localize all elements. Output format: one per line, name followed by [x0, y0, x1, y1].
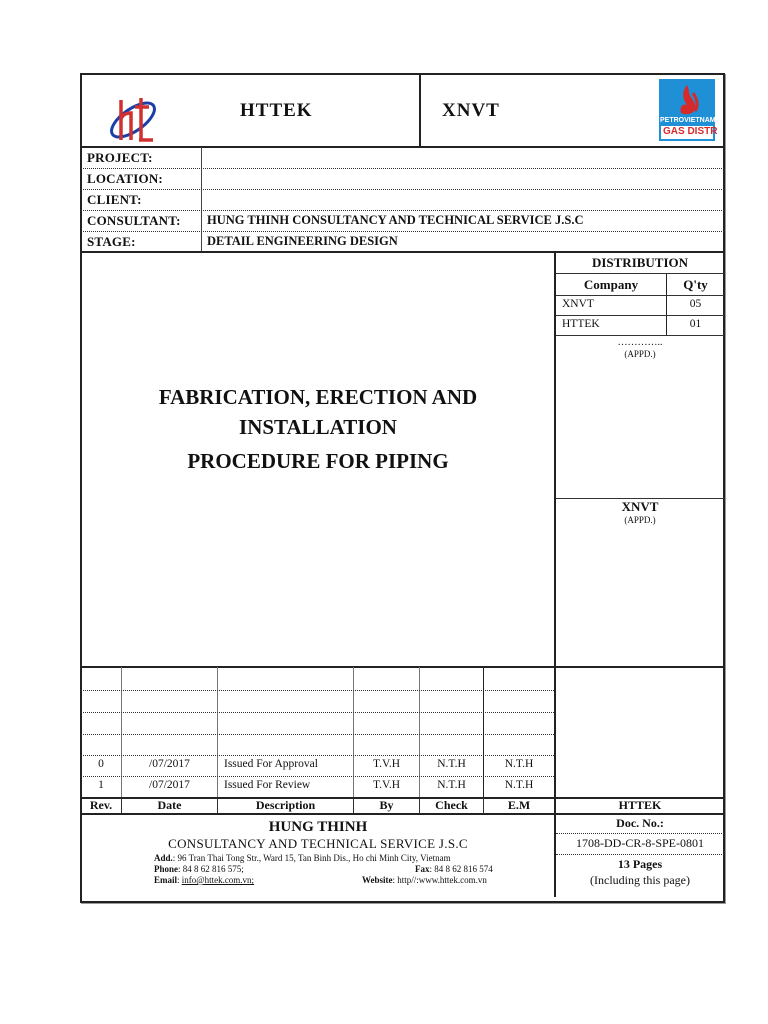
header-bottom-border	[80, 146, 725, 148]
rev-row-divider	[81, 690, 554, 691]
distribution-qty: 05	[689, 298, 702, 310]
page-count: 13 Pages	[617, 857, 663, 871]
doc-no-label: Doc. No.:	[616, 816, 664, 830]
approval2-note: (APPD.)	[624, 515, 656, 525]
address-label: Add.	[154, 853, 173, 863]
info-row-divider	[81, 231, 724, 232]
info-label-divider	[201, 147, 202, 252]
rev-col-divider	[419, 667, 420, 797]
rev-row-divider	[81, 734, 554, 735]
rev-check: N.T.H	[437, 758, 466, 770]
rev-row-divider	[81, 776, 554, 777]
location-label: LOCATION:	[87, 171, 163, 186]
revision-top-border	[80, 666, 725, 668]
project-label: PROJECT:	[87, 150, 153, 165]
page-count-note: (Including this page)	[590, 873, 690, 887]
left-company-name: HTTEK	[240, 100, 313, 121]
stage-value: DETAIL ENGINEERING DESIGN	[207, 234, 398, 248]
fax-value: : 84 8 62 816 574	[429, 864, 493, 874]
consultant-label: CONSULTANT:	[87, 213, 181, 228]
doc-info-divider	[556, 854, 724, 855]
info-bottom-border	[80, 251, 725, 253]
approval1-note: (APPD.)	[624, 349, 656, 359]
approval2-name: XNVT	[621, 499, 659, 514]
rev-by: T.V.H	[372, 758, 401, 770]
rev-row-divider	[81, 755, 554, 756]
rev-em: N.T.H	[504, 779, 534, 791]
footer-website	[362, 875, 487, 885]
email-separator: :	[177, 875, 182, 885]
rev-col-divider	[353, 667, 354, 797]
phone-label: Phone	[154, 864, 179, 874]
header-divider	[419, 73, 421, 147]
distribution-qty: 01	[689, 318, 702, 330]
distribution-qty-header: Q'ty	[683, 277, 708, 292]
footer-fax	[415, 864, 493, 874]
rev-check: N.T.H	[437, 779, 466, 791]
rev-col-divider	[217, 667, 218, 797]
footer-top-border	[80, 813, 725, 815]
stage-label: STAGE:	[87, 234, 136, 249]
rev-header-by: By	[379, 798, 394, 812]
client-label: CLIENT:	[87, 192, 142, 207]
phone-value: : 84 8 62 816 575;	[178, 864, 244, 874]
consultant-value: HUNG THINH CONSULTANCY AND TECHNICAL SERVICE J.S.C	[207, 213, 584, 227]
distribution-divider	[556, 273, 724, 274]
document-title-line3: PROCEDURE FOR PIPING	[187, 449, 449, 473]
footer-company-line1: HUNG THINH	[268, 819, 368, 835]
rev-description: Issued For Review	[224, 779, 311, 791]
website-label: Website	[362, 875, 393, 885]
rev-header-em: E.M	[507, 798, 531, 812]
distribution-divider	[556, 295, 724, 296]
rev-date: /07/2017	[149, 779, 190, 791]
rev-col-divider	[121, 667, 122, 797]
distribution-divider	[556, 335, 724, 336]
footer-address	[154, 853, 451, 863]
distribution-company: XNVT	[562, 298, 594, 310]
petrovietnam-text: PETROVIETNAM	[660, 117, 716, 124]
distribution-divider	[556, 315, 724, 316]
rev-header-rev: Rev.	[89, 798, 113, 812]
rev-number: 1	[98, 779, 104, 791]
rev-header-date: Date	[157, 798, 182, 812]
rev-em: N.T.H	[504, 758, 534, 770]
petrovietnam-gas-logo-icon	[659, 79, 718, 141]
distribution-title: DISTRIBUTION	[591, 255, 689, 270]
info-row-divider	[81, 189, 724, 190]
footer-email	[154, 875, 254, 885]
website-value[interactable]: : http//:www.httek.com.vn	[392, 875, 487, 885]
rev-header-check: Check	[435, 798, 468, 812]
rev-date: /07/2017	[149, 758, 190, 770]
httek-logo-icon	[103, 95, 161, 147]
email-link[interactable]: info@httek.com.vn;	[181, 875, 255, 885]
rev-description: Issued For Approval	[224, 758, 318, 770]
document-title-line2: INSTALLATION	[239, 415, 397, 439]
address-value: : 96 Tran Thai Tong Str., Ward 15, Tan Binh Dis., Ho chi Minh City, Vietnam	[172, 853, 451, 863]
email-label: Email	[154, 875, 178, 885]
rev-number: 0	[98, 758, 104, 770]
rev-by: T.V.H	[372, 779, 401, 791]
right-company-name: XNVT	[442, 100, 500, 121]
footer-phone	[154, 864, 244, 874]
rev-header-description: Description	[255, 798, 316, 812]
info-row-divider	[81, 168, 724, 169]
rev-row-divider	[81, 712, 554, 713]
doc-no-value: 1708-DD-CR-8-SPE-0801	[576, 836, 704, 850]
rev-col-divider	[483, 667, 484, 797]
info-row-divider	[81, 210, 724, 211]
doc-info-divider	[556, 833, 724, 834]
fax-label: Fax	[415, 864, 430, 874]
distribution-company: HTTEK	[562, 318, 600, 330]
gas-distr-text: GAS DISTR	[663, 126, 718, 137]
footer-company-line2: CONSULTANCY AND TECHNICAL SERVICE J.S.C	[168, 836, 468, 851]
approval1-name: …………..	[617, 337, 663, 348]
document-title-line1: FABRICATION, ERECTION AND	[158, 385, 478, 409]
distribution-company-header: Company	[583, 277, 639, 292]
rev-header-company: HTTEK	[618, 798, 662, 812]
